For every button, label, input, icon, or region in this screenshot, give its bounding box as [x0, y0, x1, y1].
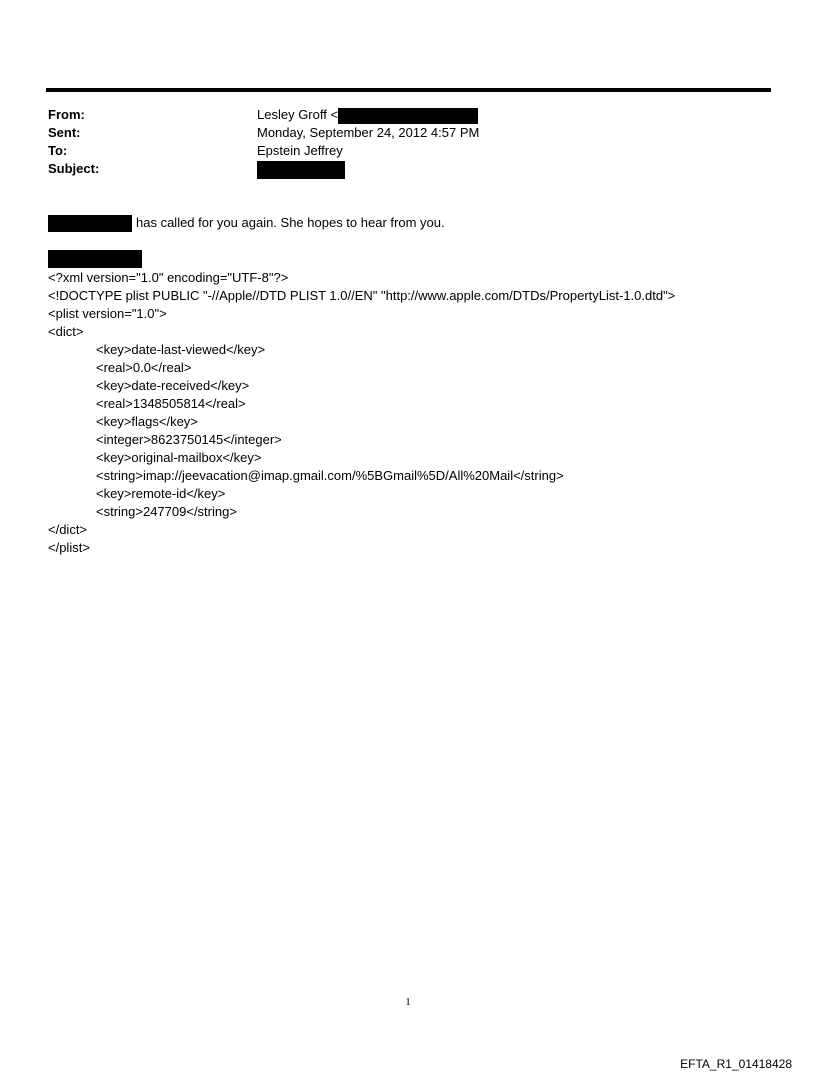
- to-value: Epstein Jeffrey: [257, 143, 343, 158]
- from-value: [257, 106, 478, 124]
- xml-line: <key>remote-id</key>: [96, 486, 226, 501]
- xml-line: <key>original-mailbox</key>: [96, 450, 262, 465]
- xml-line: <real>1348505814</real>: [96, 396, 246, 411]
- xml-line: <real>0.0</real>: [96, 360, 192, 375]
- xml-line: <integer>8623750145</integer>: [96, 432, 282, 447]
- from-name: Lesley Groff <: [257, 107, 339, 122]
- xml-plist-block: [48, 269, 675, 557]
- sent-value: Monday, September 24, 2012 4:57 PM: [257, 125, 480, 140]
- redaction-box: [338, 108, 478, 124]
- subject-label: Subject:: [48, 161, 100, 176]
- xml-line: </plist>: [48, 540, 90, 555]
- xml-line: <key>date-last-viewed</key>: [96, 342, 266, 357]
- redaction-box: [257, 161, 345, 179]
- from-label: From:: [48, 107, 85, 122]
- document-id: EFTA_R1_01418428: [680, 1057, 792, 1071]
- xml-line: <key>date-received</key>: [96, 378, 250, 393]
- to-label: To:: [48, 143, 68, 158]
- message-text: has called for you again. She hopes to hear from you.: [136, 215, 445, 230]
- redaction-box: [48, 250, 142, 268]
- message-line: [48, 214, 445, 232]
- redaction-box: [48, 215, 132, 232]
- xml-line: <string>247709</string>: [96, 504, 237, 519]
- xml-line: <dict>: [48, 324, 84, 339]
- xml-line: <!DOCTYPE plist PUBLIC "-//Apple//DTD PLIST 1.0//EN" "http://www.apple.com/DTDs/PropertyList-1.0.dtd">: [48, 288, 676, 303]
- xml-line: <plist version="1.0">: [48, 306, 167, 321]
- xml-line: <?xml version="1.0" encoding="UTF-8"?>: [48, 270, 289, 285]
- signature-line: [48, 249, 142, 268]
- header-rule: [46, 88, 771, 92]
- subject-value: [257, 160, 345, 179]
- xml-line: </dict>: [48, 522, 88, 537]
- xml-line: <key>flags</key>: [96, 414, 198, 429]
- page-number: 1: [405, 996, 411, 1008]
- sent-label: Sent:: [48, 125, 81, 140]
- xml-line: <string>imap://jeevacation@imap.gmail.com/%5BGmail%5D/All%20Mail</string>: [96, 468, 564, 483]
